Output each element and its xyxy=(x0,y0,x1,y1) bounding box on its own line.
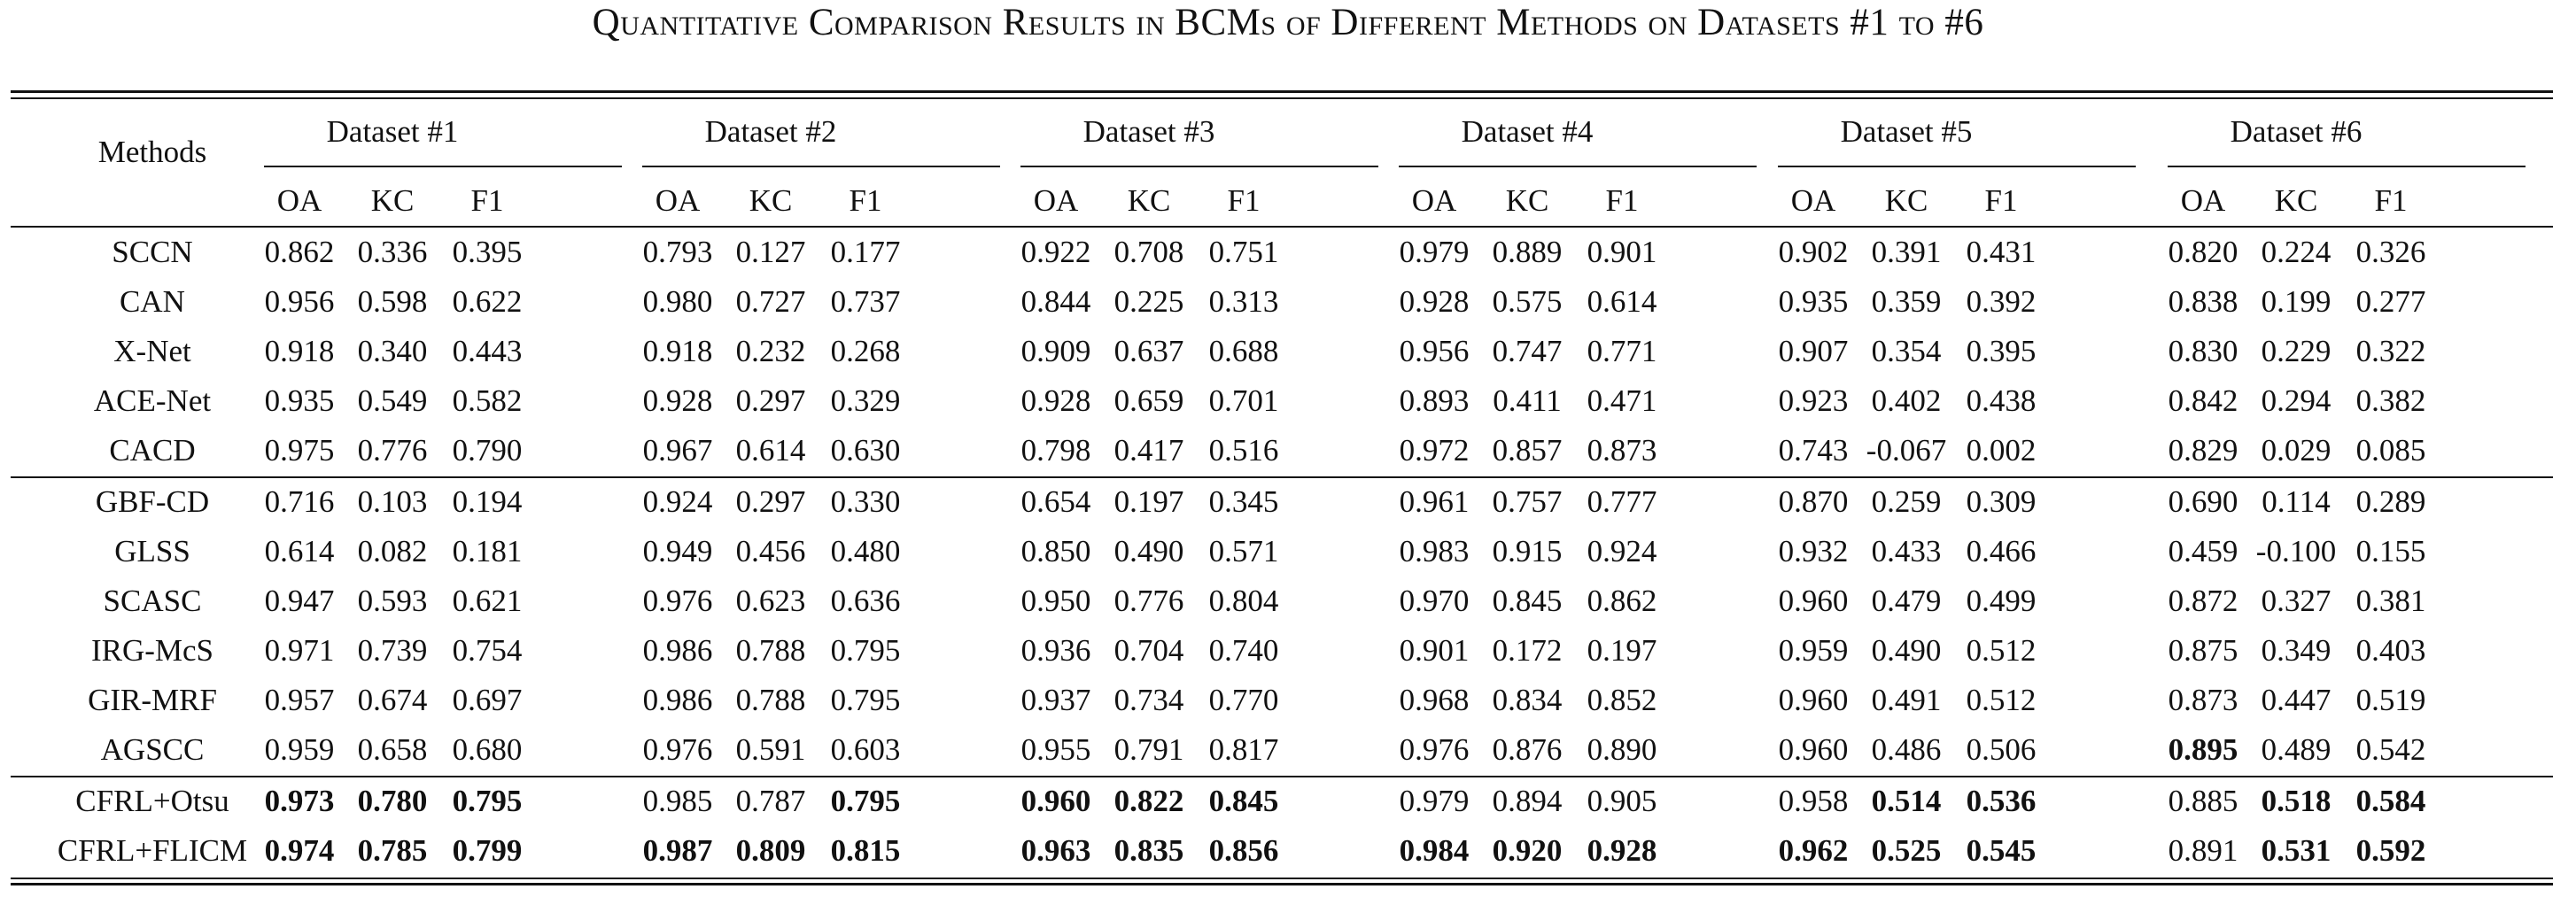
dataset-underline xyxy=(2168,166,2526,167)
metric-value: 0.313 xyxy=(1208,284,1279,319)
metric-value: 0.924 xyxy=(642,484,713,519)
metric-value: 0.976 xyxy=(642,584,713,618)
metric-value: 0.622 xyxy=(452,284,523,319)
metric-value: 0.901 xyxy=(1399,633,1470,668)
metric-value: -0.067 xyxy=(1866,433,1947,468)
metric-value: 0.907 xyxy=(1778,334,1849,368)
metric-value: 0.486 xyxy=(1871,732,1942,767)
metric-value: 0.873 xyxy=(2168,683,2238,717)
metric-value: 0.194 xyxy=(452,484,523,519)
metric-value: 0.289 xyxy=(2355,484,2426,519)
metric-value: 0.986 xyxy=(642,633,713,668)
metric-value: 0.862 xyxy=(264,235,335,269)
metric-value: 0.716 xyxy=(264,484,335,519)
metric-value: 0.835 xyxy=(1113,833,1184,868)
metric-value: 0.584 xyxy=(2355,784,2426,818)
metric-value: 0.518 xyxy=(2261,784,2332,818)
metric-value: 0.957 xyxy=(264,683,335,717)
metric-value: 0.889 xyxy=(1492,235,1563,269)
metric-value: 0.809 xyxy=(735,833,806,868)
top-rule-inner xyxy=(11,97,2553,99)
metric-value: 0.680 xyxy=(452,732,523,767)
metric-value: 0.923 xyxy=(1778,383,1849,418)
metric-value: -0.100 xyxy=(2255,534,2337,568)
metric-value: 0.545 xyxy=(1966,833,2037,868)
group-separator xyxy=(11,476,2553,478)
metric-value: 0.268 xyxy=(830,334,901,368)
metric-header: KC xyxy=(370,183,415,218)
metric-value: 0.199 xyxy=(2261,284,2332,319)
metric-value: 0.895 xyxy=(2168,732,2238,767)
metric-value: 0.417 xyxy=(1113,433,1184,468)
dataset-header: Dataset #4 xyxy=(1461,114,1594,149)
metric-value: 0.382 xyxy=(2355,383,2426,418)
metric-value: 0.979 xyxy=(1399,235,1470,269)
metric-header: OA xyxy=(1033,183,1079,218)
metric-value: 0.918 xyxy=(264,334,335,368)
metric-value: 0.795 xyxy=(830,683,901,717)
metric-value: 0.905 xyxy=(1587,784,1657,818)
metric-header: F1 xyxy=(849,183,882,218)
metric-value: 0.593 xyxy=(357,584,428,618)
metric-value: 0.002 xyxy=(1966,433,2037,468)
metric-value: 0.770 xyxy=(1208,683,1279,717)
metric-value: 0.431 xyxy=(1966,235,2037,269)
metric-value: 0.968 xyxy=(1399,683,1470,717)
metric-value: 0.155 xyxy=(2355,534,2426,568)
metric-value: 0.630 xyxy=(830,433,901,468)
metric-value: 0.776 xyxy=(1113,584,1184,618)
metric-value: 0.127 xyxy=(735,235,806,269)
metric-value: 0.937 xyxy=(1020,683,1091,717)
metric-value: 0.740 xyxy=(1208,633,1279,668)
metric-value: 0.598 xyxy=(357,284,428,319)
metric-value: 0.920 xyxy=(1492,833,1563,868)
metric-value: 0.788 xyxy=(735,683,806,717)
metric-header: OA xyxy=(1411,183,1457,218)
metric-value: 0.614 xyxy=(735,433,806,468)
metric-value: 0.891 xyxy=(2168,833,2238,868)
metric-header: F1 xyxy=(1605,183,1639,218)
metric-value: 0.490 xyxy=(1113,534,1184,568)
metric-value: 0.901 xyxy=(1587,235,1657,269)
metric-value: 0.623 xyxy=(735,584,806,618)
metric-value: 0.354 xyxy=(1871,334,1942,368)
metric-value: 0.956 xyxy=(1399,334,1470,368)
metric-value: 0.571 xyxy=(1208,534,1279,568)
metric-value: 0.893 xyxy=(1399,383,1470,418)
metric-value: 0.349 xyxy=(2261,633,2332,668)
metric-value: 0.962 xyxy=(1778,833,1849,868)
metric-header: OA xyxy=(276,183,322,218)
metric-value: 0.777 xyxy=(1587,484,1657,519)
metric-value: 0.674 xyxy=(357,683,428,717)
bottom-rule xyxy=(11,883,2553,885)
metric-value: 0.958 xyxy=(1778,784,1849,818)
method-name: GLSS xyxy=(114,534,190,568)
metric-value: 0.727 xyxy=(735,284,806,319)
metric-value: 0.852 xyxy=(1587,683,1657,717)
metric-value: 0.297 xyxy=(735,383,806,418)
dataset-header: Dataset #6 xyxy=(2230,114,2363,149)
metric-header: KC xyxy=(2274,183,2318,218)
metric-value: 0.512 xyxy=(1966,683,2037,717)
metric-value: 0.984 xyxy=(1399,833,1470,868)
metric-value: 0.830 xyxy=(2168,334,2238,368)
metric-value: 0.704 xyxy=(1113,633,1184,668)
methods-header: Methods xyxy=(97,135,207,169)
metric-value: 0.963 xyxy=(1020,833,1091,868)
dataset-underline xyxy=(1399,166,1757,167)
metric-value: 0.862 xyxy=(1587,584,1657,618)
metric-value: 0.734 xyxy=(1113,683,1184,717)
metric-value: 0.471 xyxy=(1587,383,1657,418)
method-name: CFRL+FLICM xyxy=(57,833,248,868)
metric-value: 0.739 xyxy=(357,633,428,668)
dataset-header: Dataset #5 xyxy=(1840,114,1973,149)
method-name: SCCN xyxy=(112,235,193,269)
metric-value: 0.804 xyxy=(1208,584,1279,618)
method-name: CAN xyxy=(120,284,185,319)
metric-value: 0.549 xyxy=(357,383,428,418)
metric-value: 0.345 xyxy=(1208,484,1279,519)
metric-value: 0.872 xyxy=(2168,584,2238,618)
metric-value: 0.915 xyxy=(1492,534,1563,568)
metric-header: OA xyxy=(655,183,701,218)
metric-value: 0.197 xyxy=(1113,484,1184,519)
metric-value: 0.928 xyxy=(642,383,713,418)
metric-value: 0.181 xyxy=(452,534,523,568)
metric-value: 0.935 xyxy=(264,383,335,418)
metric-value: 0.359 xyxy=(1871,284,1942,319)
metric-value: 0.411 xyxy=(1493,383,1562,418)
metric-value: 0.197 xyxy=(1587,633,1657,668)
metric-value: 0.788 xyxy=(735,633,806,668)
metric-value: 0.688 xyxy=(1208,334,1279,368)
metric-value: 0.928 xyxy=(1020,383,1091,418)
metric-value: 0.297 xyxy=(735,484,806,519)
top-rule xyxy=(11,90,2553,93)
metric-value: 0.834 xyxy=(1492,683,1563,717)
metric-value: 0.690 xyxy=(2168,484,2238,519)
method-name: CACD xyxy=(109,433,196,468)
metric-value: 0.791 xyxy=(1113,732,1184,767)
metric-value: 0.932 xyxy=(1778,534,1849,568)
metric-value: 0.114 xyxy=(2262,484,2331,519)
metric-value: 0.082 xyxy=(357,534,428,568)
metric-value: 0.747 xyxy=(1492,334,1563,368)
metric-value: 0.309 xyxy=(1966,484,2037,519)
metric-value: 0.815 xyxy=(830,833,901,868)
metric-value: 0.970 xyxy=(1399,584,1470,618)
metric-value: 0.708 xyxy=(1113,235,1184,269)
metric-value: 0.392 xyxy=(1966,284,2037,319)
metric-value: 0.961 xyxy=(1399,484,1470,519)
method-name: X-Net xyxy=(113,334,191,368)
dataset-header: Dataset #1 xyxy=(326,114,459,149)
metric-value: 0.976 xyxy=(642,732,713,767)
metric-value: 0.974 xyxy=(264,833,335,868)
metric-value: 0.793 xyxy=(642,235,713,269)
metric-header: F1 xyxy=(470,183,504,218)
metric-value: 0.259 xyxy=(1871,484,1942,519)
metric-value: 0.516 xyxy=(1208,433,1279,468)
metric-value: 0.737 xyxy=(830,284,901,319)
metric-value: 0.592 xyxy=(2355,833,2426,868)
metric-value: 0.967 xyxy=(642,433,713,468)
metric-value: 0.771 xyxy=(1587,334,1657,368)
metric-value: 0.232 xyxy=(735,334,806,368)
metric-value: 0.447 xyxy=(2261,683,2332,717)
metric-value: 0.776 xyxy=(357,433,428,468)
metric-value: 0.480 xyxy=(830,534,901,568)
metric-value: 0.959 xyxy=(1778,633,1849,668)
metric-value: 0.856 xyxy=(1208,833,1279,868)
table-caption xyxy=(0,0,2576,46)
metric-value: 0.960 xyxy=(1778,584,1849,618)
metric-value: 0.780 xyxy=(357,784,428,818)
metric-value: 0.603 xyxy=(830,732,901,767)
metric-value: 0.459 xyxy=(2168,534,2238,568)
metric-value: 0.294 xyxy=(2261,383,2332,418)
metric-value: 0.850 xyxy=(1020,534,1091,568)
metric-value: 0.972 xyxy=(1399,433,1470,468)
metric-value: 0.876 xyxy=(1492,732,1563,767)
metric-value: 0.177 xyxy=(830,235,901,269)
metric-value: 0.637 xyxy=(1113,334,1184,368)
metric-value: 0.403 xyxy=(2355,633,2426,668)
metric-header: F1 xyxy=(2374,183,2408,218)
method-name: ACE-Net xyxy=(93,383,212,418)
method-name: IRG-McS xyxy=(90,633,214,668)
metric-value: 0.525 xyxy=(1871,833,1942,868)
metric-value: 0.591 xyxy=(735,732,806,767)
metric-value: 0.229 xyxy=(2261,334,2332,368)
metric-value: 0.391 xyxy=(1871,235,1942,269)
metric-value: 0.029 xyxy=(2261,433,2332,468)
metric-value: 0.491 xyxy=(1871,683,1942,717)
metric-value: 0.456 xyxy=(735,534,806,568)
metric-header: KC xyxy=(1884,183,1928,218)
metric-value: 0.955 xyxy=(1020,732,1091,767)
method-name: GIR-MRF xyxy=(88,683,217,717)
metric-value: 0.894 xyxy=(1492,784,1563,818)
metric-value: 0.956 xyxy=(264,284,335,319)
dataset-header: Dataset #2 xyxy=(704,114,837,149)
metric-value: 0.658 xyxy=(357,732,428,767)
caption-text: Quantitative Comparison Results in BCMs of Different Methods on Datasets #1 to #6 xyxy=(592,2,1984,43)
metric-value: 0.330 xyxy=(830,484,901,519)
metric-value: 0.949 xyxy=(642,534,713,568)
metric-value: 0.979 xyxy=(1399,784,1470,818)
metric-value: 0.987 xyxy=(642,833,713,868)
metric-value: 0.986 xyxy=(642,683,713,717)
metric-value: 0.787 xyxy=(735,784,806,818)
metric-value: 0.845 xyxy=(1492,584,1563,618)
metric-value: 0.973 xyxy=(264,784,335,818)
metric-value: 0.103 xyxy=(357,484,428,519)
metric-value: 0.329 xyxy=(830,383,901,418)
dataset-underline xyxy=(642,166,1000,167)
metric-value: 0.950 xyxy=(1020,584,1091,618)
metric-value: 0.433 xyxy=(1871,534,1942,568)
metric-value: 0.928 xyxy=(1587,833,1657,868)
dataset-header: Dataset #3 xyxy=(1082,114,1215,149)
metric-value: 0.870 xyxy=(1778,484,1849,519)
metric-value: 0.614 xyxy=(264,534,335,568)
metric-value: 0.799 xyxy=(452,833,523,868)
metric-value: 0.575 xyxy=(1492,284,1563,319)
header-rule xyxy=(11,226,2553,228)
metric-value: 0.757 xyxy=(1492,484,1563,519)
metric-value: 0.875 xyxy=(2168,633,2238,668)
metric-value: 0.085 xyxy=(2355,433,2426,468)
metric-value: 0.842 xyxy=(2168,383,2238,418)
metric-value: 0.971 xyxy=(264,633,335,668)
metric-value: 0.829 xyxy=(2168,433,2238,468)
metric-value: 0.519 xyxy=(2355,683,2426,717)
metric-value: 0.614 xyxy=(1587,284,1657,319)
metric-value: 0.960 xyxy=(1778,683,1849,717)
metric-value: 0.959 xyxy=(264,732,335,767)
method-name: AGSCC xyxy=(100,732,205,767)
bottom-rule-inner xyxy=(11,878,2553,879)
metric-value: 0.531 xyxy=(2261,833,2332,868)
metric-header: KC xyxy=(749,183,793,218)
metric-value: 0.844 xyxy=(1020,284,1091,319)
dataset-underline xyxy=(1020,166,1378,167)
metric-value: 0.960 xyxy=(1020,784,1091,818)
metric-value: 0.277 xyxy=(2355,284,2426,319)
metric-value: 0.790 xyxy=(452,433,523,468)
metric-value: 0.499 xyxy=(1966,584,2037,618)
metric-value: 0.785 xyxy=(357,833,428,868)
method-name: CFRL+Otsu xyxy=(75,784,229,818)
metric-value: 0.975 xyxy=(264,433,335,468)
metric-value: 0.582 xyxy=(452,383,523,418)
metric-value: 0.909 xyxy=(1020,334,1091,368)
metric-header: KC xyxy=(1505,183,1549,218)
dataset-underline xyxy=(264,166,622,167)
metric-value: 0.466 xyxy=(1966,534,2037,568)
metric-value: 0.326 xyxy=(2355,235,2426,269)
dataset-underline xyxy=(1778,166,2136,167)
metric-value: 0.512 xyxy=(1966,633,2037,668)
metric-value: 0.936 xyxy=(1020,633,1091,668)
metric-header: KC xyxy=(1127,183,1171,218)
metric-value: 0.336 xyxy=(357,235,428,269)
metric-value: 0.701 xyxy=(1208,383,1279,418)
metric-value: 0.438 xyxy=(1966,383,2037,418)
metric-header: F1 xyxy=(1227,183,1261,218)
metric-value: 0.443 xyxy=(452,334,523,368)
metric-value: 0.980 xyxy=(642,284,713,319)
metric-value: 0.885 xyxy=(2168,784,2238,818)
metric-value: 0.902 xyxy=(1778,235,1849,269)
metric-value: 0.542 xyxy=(2355,732,2426,767)
metric-value: 0.795 xyxy=(830,633,901,668)
metric-value: 0.659 xyxy=(1113,383,1184,418)
metric-value: 0.743 xyxy=(1778,433,1849,468)
metric-value: 0.322 xyxy=(2355,334,2426,368)
metric-value: 0.935 xyxy=(1778,284,1849,319)
metric-value: 0.621 xyxy=(452,584,523,618)
metric-value: 0.751 xyxy=(1208,235,1279,269)
metric-value: 0.890 xyxy=(1587,732,1657,767)
metric-value: 0.514 xyxy=(1871,784,1942,818)
metric-header: OA xyxy=(1790,183,1836,218)
metric-value: 0.924 xyxy=(1587,534,1657,568)
metric-value: 0.845 xyxy=(1208,784,1279,818)
method-name: GBF-CD xyxy=(95,484,210,519)
metric-value: 0.817 xyxy=(1208,732,1279,767)
metric-value: 0.395 xyxy=(1966,334,2037,368)
metric-value: 0.697 xyxy=(452,683,523,717)
metric-value: 0.754 xyxy=(452,633,523,668)
metric-header: OA xyxy=(2180,183,2226,218)
metric-value: 0.402 xyxy=(1871,383,1942,418)
metric-value: 0.983 xyxy=(1399,534,1470,568)
metric-value: 0.838 xyxy=(2168,284,2238,319)
metric-value: 0.490 xyxy=(1871,633,1942,668)
metric-value: 0.795 xyxy=(830,784,901,818)
metric-value: 0.395 xyxy=(452,235,523,269)
metric-value: 0.795 xyxy=(452,784,523,818)
metric-value: 0.822 xyxy=(1113,784,1184,818)
metric-header: F1 xyxy=(1984,183,2018,218)
metric-value: 0.654 xyxy=(1020,484,1091,519)
metric-value: 0.381 xyxy=(2355,584,2426,618)
metric-value: 0.340 xyxy=(357,334,428,368)
metric-value: 0.873 xyxy=(1587,433,1657,468)
group-separator xyxy=(11,776,2553,777)
metric-value: 0.224 xyxy=(2261,235,2332,269)
method-name: SCASC xyxy=(103,584,202,618)
metric-value: 0.636 xyxy=(830,584,901,618)
metric-value: 0.918 xyxy=(642,334,713,368)
metric-value: 0.922 xyxy=(1020,235,1091,269)
metric-value: 0.225 xyxy=(1113,284,1184,319)
metric-value: 0.820 xyxy=(2168,235,2238,269)
metric-value: 0.928 xyxy=(1399,284,1470,319)
metric-value: 0.798 xyxy=(1020,433,1091,468)
metric-value: 0.479 xyxy=(1871,584,1942,618)
metric-value: 0.857 xyxy=(1492,433,1563,468)
metric-value: 0.506 xyxy=(1966,732,2037,767)
metric-value: 0.976 xyxy=(1399,732,1470,767)
metric-value: 0.947 xyxy=(264,584,335,618)
metric-value: 0.960 xyxy=(1778,732,1849,767)
metric-value: 0.327 xyxy=(2261,584,2332,618)
metric-value: 0.172 xyxy=(1492,633,1563,668)
metric-value: 0.985 xyxy=(642,784,713,818)
metric-value: 0.536 xyxy=(1966,784,2037,818)
metric-value: 0.489 xyxy=(2261,732,2332,767)
